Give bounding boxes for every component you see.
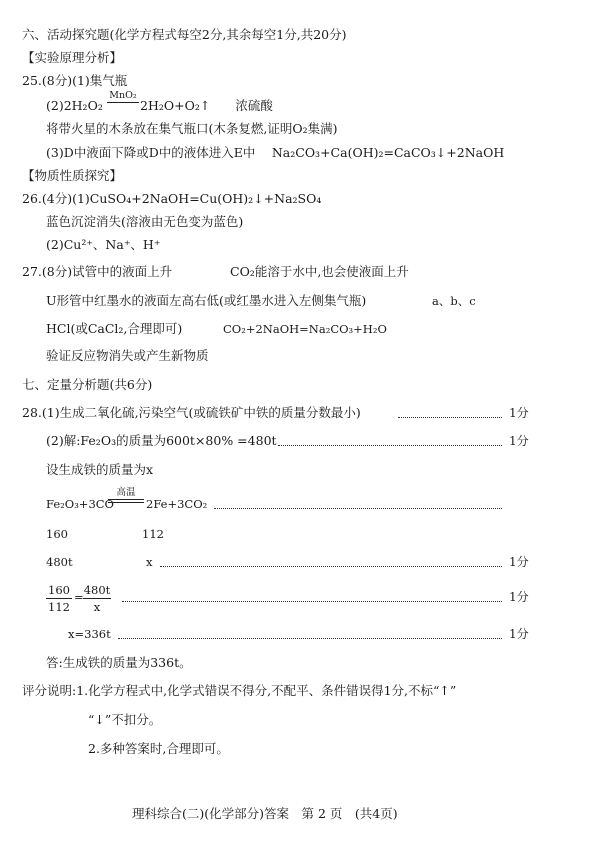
q25-line3: 将带火星的木条放在集气瓶口(木条复燃,证明O₂集满)	[46, 121, 338, 136]
subheading-properties: 【物质性质探究】	[22, 168, 123, 183]
leader-dots	[118, 638, 502, 639]
q27-line1b: CO₂能溶于水中,也会使液面上升	[230, 264, 409, 279]
q25-line2-prefix: (2)2H₂O₂	[46, 98, 103, 113]
score-4: 1分	[509, 590, 529, 604]
q28-line3: 设生成铁的质量为x	[46, 462, 154, 477]
leader-dots	[398, 417, 502, 418]
fraction-160-112	[46, 583, 72, 614]
q27-line1a: 27.(8分)试管中的液面上升	[22, 264, 173, 279]
q25-line2-suffix: 2H₂O+O₂↑ 浓硫酸	[140, 98, 273, 113]
section6-title: 六、活动探究题(化学方程式每空2分,其余每空1分,共20分)	[22, 27, 347, 42]
mass-112: 112	[142, 527, 164, 541]
fraction2-denominator: x	[93, 600, 101, 614]
final-answer: 答:生成铁的质量为336t。	[46, 655, 192, 670]
subheading-principle: 【实验原理分析】	[22, 50, 123, 65]
catalyst-arrow	[107, 91, 139, 103]
notes-line2: “↓”不扣分。	[88, 712, 162, 727]
fraction1-denominator: 112	[48, 600, 70, 614]
fraction2-numerator: 480t	[83, 583, 111, 597]
fraction-480t-x	[83, 583, 111, 614]
catalyst-label: MnO₂	[109, 90, 137, 101]
q26-line1: 26.(4分)(1)CuSO₄+2NaOH=Cu(OH)₂↓+Na₂SO₄	[22, 191, 322, 206]
q27-line4: 验证反应物消失或产生新物质	[46, 348, 209, 363]
proportion-equals: =	[74, 590, 84, 604]
q27-line3a: HCl(或CaCl₂,合理即可)	[46, 321, 183, 336]
page-footer: 理科综合(二)(化学部分)答案 第 2 页 (共4页)	[132, 806, 398, 821]
score-1: 1分	[509, 406, 529, 420]
q28-line2: (2)解:Fe₂O₃的质量为600t×80% =480t	[46, 433, 277, 448]
score-2: 1分	[509, 434, 529, 448]
eq-right: 2Fe+3CO₂	[146, 497, 208, 511]
q25-line4: (3)D中液面下降或D中的液体进入E中 Na₂CO₃+Ca(OH)₂=CaCO₃↓+2NaOH	[46, 145, 505, 160]
leader-dots	[160, 566, 502, 567]
mass-x: x	[146, 555, 153, 569]
leader-dots	[122, 601, 502, 602]
q26-line2: 蓝色沉淀消失(溶液由无色变为蓝色)	[46, 214, 244, 229]
fraction1-numerator: 160	[48, 583, 70, 597]
q27-line2a: U形管中红墨水的液面左高右低(或红墨水进入左侧集气瓶)	[46, 293, 367, 308]
score-3: 1分	[509, 555, 529, 569]
q26-line3: (2)Cu²⁺、Na⁺、H⁺	[46, 237, 161, 252]
reaction-arrow	[108, 488, 144, 503]
reaction-condition: 高温	[116, 487, 136, 498]
mass-160: 160	[46, 527, 68, 541]
q25-line1: 25.(8分)(1)集气瓶	[22, 73, 128, 88]
leader-dots	[278, 445, 502, 446]
notes-line3: 2.多种答案时,合理即可。	[88, 741, 229, 756]
q28-line1: 28.(1)生成二氧化硫,污染空气(或硫铁矿中铁的质量分数最小)	[22, 405, 361, 420]
leader-dots	[214, 508, 502, 509]
score-5: 1分	[509, 627, 529, 641]
eq-left: Fe₂O₃+3CO	[46, 497, 114, 511]
section7-title: 七、定量分析题(共6分)	[22, 377, 153, 392]
q27-line3b: CO₂+2NaOH=Na₂CO₃+H₂O	[223, 322, 387, 336]
result-x: x=336t	[68, 627, 111, 641]
mass-480t: 480t	[46, 555, 73, 569]
notes-line1: 评分说明:1.化学方程式中,化学式错误不得分,不配平、条件错误得1分,不标“↑”	[22, 683, 457, 698]
q27-line2b: a、b、c	[432, 294, 476, 308]
